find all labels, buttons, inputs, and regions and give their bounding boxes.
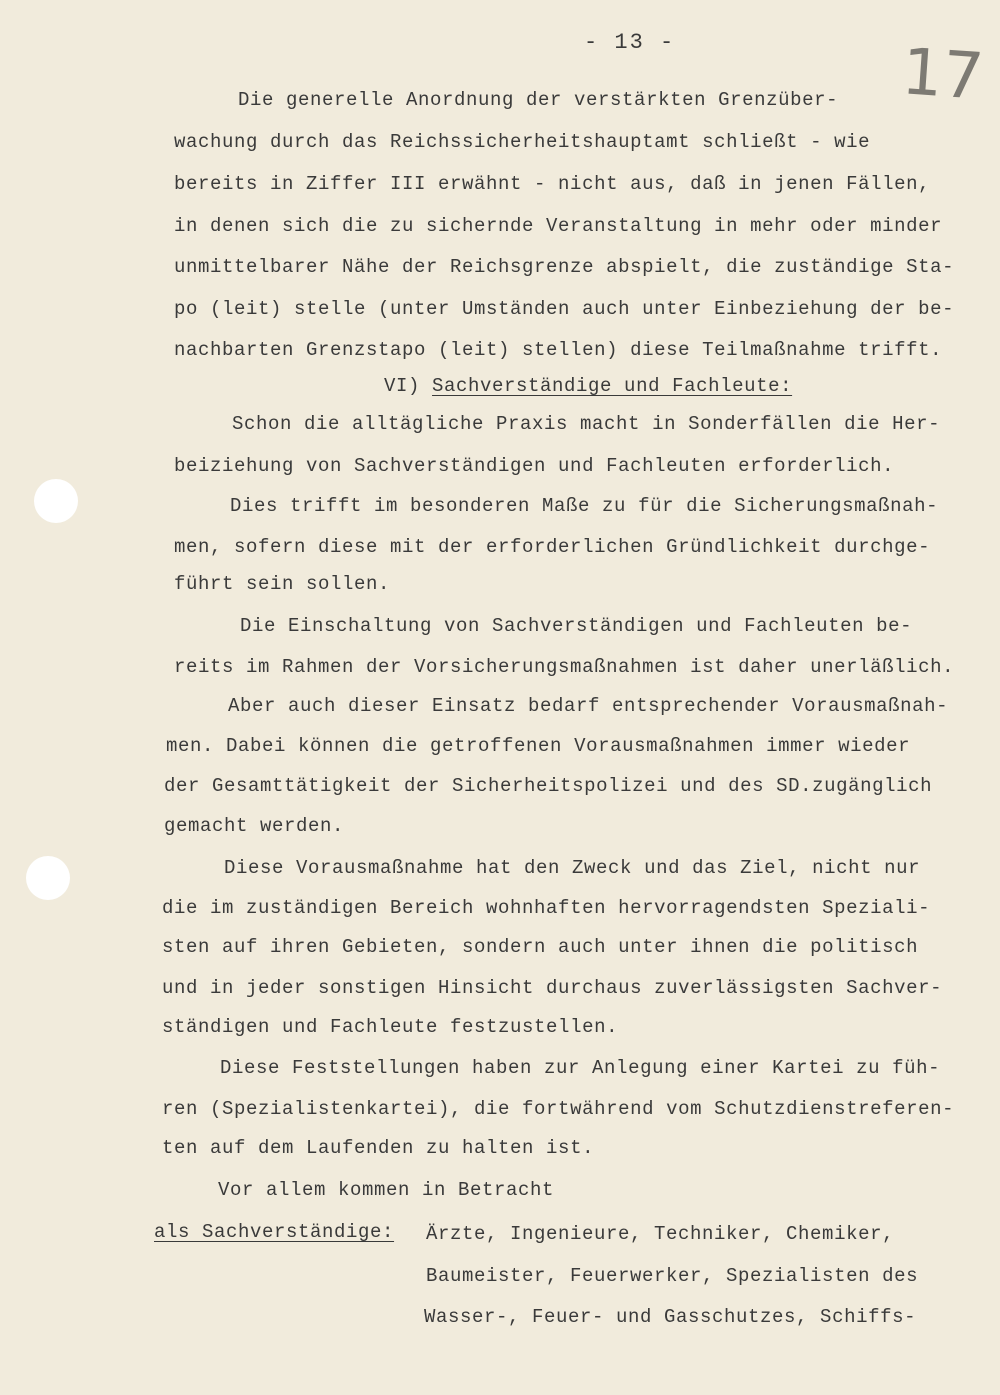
text-line: Diese Vorausmaßnahme hat den Zweck und das Ziel, nicht nur [224,857,921,879]
section-title: Sachverständige und Fachleute: [432,375,793,397]
list-line: Ärzte, Ingenieure, Techniker, Chemiker, [426,1223,895,1245]
text-line: ten auf dem Laufenden zu halten ist. [162,1137,595,1159]
section-heading [384,374,792,398]
text-line: unmittelbarer Nähe der Reichsgrenze abspielt, die zuständige Sta- [174,256,955,278]
text-line: in denen sich die zu sichernde Veranstaltung in mehr oder minder [174,215,943,237]
text-line: Vor allem kommen in Betracht [218,1179,555,1201]
text-line: Die Einschaltung von Sachverständigen und Fachleuten be- [240,615,913,637]
list-line: Baumeister, Feuerwerker, Spezialisten des [426,1265,919,1287]
text-line: men. Dabei können die getroffenen Vorausmaßnahmen immer wieder [166,735,911,757]
text-line: beiziehung von Sachverständigen und Fachleuten erforderlich. [174,455,895,477]
text-line: und in jeder sonstigen Hinsicht durchaus zuverlässigsten Sachver- [162,977,943,999]
text-line: Die generelle Anordnung der verstärkten Grenzüber- [238,89,839,111]
list-label: als Sachverständige: [154,1221,395,1243]
section-number: VI) [384,375,421,397]
text-line: po (leit) stelle (unter Umständen auch unter Einbeziehung der be- [174,298,955,320]
text-line: der Gesamttätigkeit der Sicherheitspolizei und des SD.zugänglich [164,775,933,797]
text-line: Schon die alltägliche Praxis macht in Sonderfällen die Her- [232,413,941,435]
page-number: - 13 - [584,30,676,55]
text-line: reits im Rahmen der Vorsicherungsmaßnahmen ist daher unerläßlich. [174,656,955,678]
text-line: Aber auch dieser Einsatz bedarf entsprechender Vorausmaßnah- [228,695,949,717]
text-line: gemacht werden. [164,815,345,837]
text-line: die im zuständigen Bereich wohnhaften hervorragendsten Speziali- [162,897,931,919]
text-line: führt sein sollen. [174,573,391,595]
text-line: wachung durch das Reichssicherheitshauptamt schließt - wie [174,131,871,153]
handwritten-folio-number: 17 [899,35,986,115]
text-line: ren (Spezialistenkartei), die fortwährend vom Schutzdienstreferen- [162,1098,955,1120]
punch-hole [26,856,70,900]
text-line: Diese Feststellungen haben zur Anlegung einer Kartei zu füh- [220,1057,941,1079]
text-line: Dies trifft im besonderen Maße zu für die Sicherungsmaßnah- [230,495,939,517]
list-line: Wasser-, Feuer- und Gasschutzes, Schiffs- [424,1306,917,1328]
text-line: sten auf ihren Gebieten, sondern auch unter ihnen die politisch [162,936,919,958]
punch-hole [34,479,78,523]
text-line: nachbarten Grenzstapo (leit) stellen) diese Teilmaßnahme trifft. [174,339,943,361]
text-line: bereits in Ziffer III erwähnt - nicht aus, daß in jenen Fällen, [174,173,931,195]
text-line: ständigen und Fachleute festzustellen. [162,1016,619,1038]
text-line: men, sofern diese mit der erforderlichen Gründlichkeit durchge- [174,536,931,558]
